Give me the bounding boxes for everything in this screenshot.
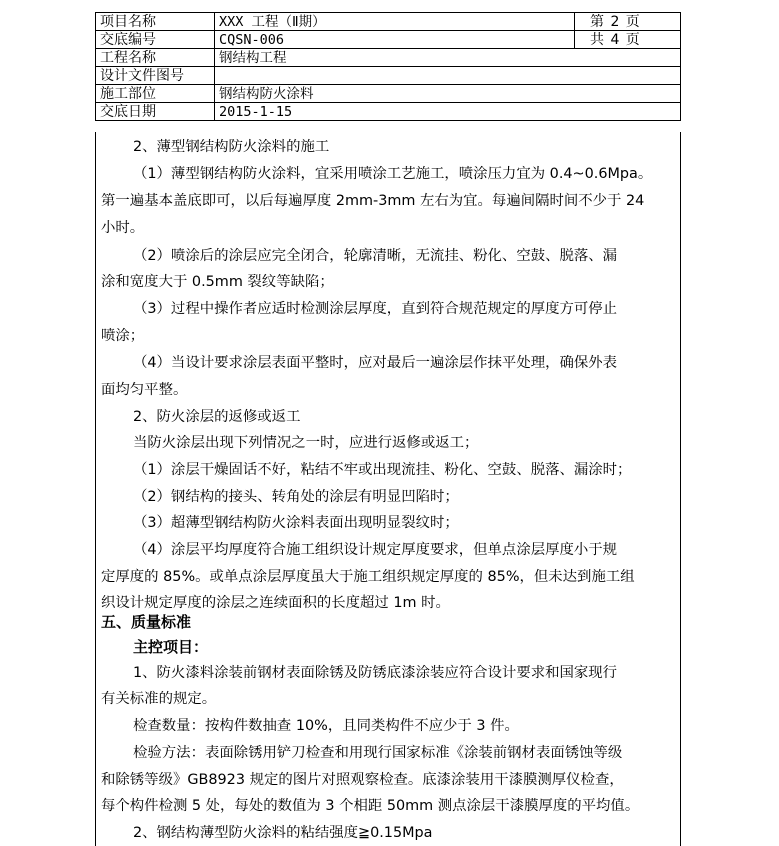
paragraph-line: 检验方法：表面除锈用铲刀检查和用现行国家标准《涂装前钢材表面锈蚀等级	[133, 745, 623, 761]
paragraph-line: （1）涂层干燥固话不好，粘结不牢或出现流挂、粉化、空鼓、脱落、漏涂时；	[133, 462, 632, 478]
header-label: 交底日期	[96, 103, 215, 121]
header-table	[95, 12, 681, 121]
header-label: 工程名称	[96, 49, 215, 67]
paragraph-line: 小时。	[101, 220, 145, 236]
paragraph-line: 检查数量：按构件数抽查 10%，且同类构件不应少于 3 件。	[133, 718, 519, 734]
paragraph-line: （4）当设计要求涂层表面平整时，应对最后一遍涂层作抹平处理，确保外表	[133, 355, 618, 371]
paragraph-line: 1、防火漆料涂装前钢材表面除锈及防锈底漆涂装应符合设计要求和国家现行	[133, 665, 618, 681]
header-row	[96, 67, 681, 85]
section-heading: 2、防火涂层的返修或返工	[133, 409, 301, 425]
header-value: 2015-1-15	[215, 103, 681, 121]
paragraph-line: 2、钢结构薄型防火涂料的粘结强度≧0.15Mpa	[133, 825, 433, 841]
paragraph-line: 第一遍基本盖底即可，以后每遍厚度 2mm-3mm 左右为宜。每遍间隔时间不少于 24	[101, 193, 645, 209]
paragraph-line: （3）过程中操作者应适时检测涂层厚度，直到符合规范规定的厚度方可停止	[133, 301, 618, 317]
paragraph-line: （3）超薄型钢结构防火涂料表面出现明显裂纹时；	[133, 515, 459, 531]
page-total: 共 4 页	[575, 31, 681, 49]
header-row	[96, 31, 681, 49]
paragraph-line: 和除锈等级》GB8923 规定的图片对照观察检查。底漆涂装用干漆膜测厚仪检查，	[101, 772, 624, 788]
header-value: 钢结构防火涂料	[215, 85, 681, 103]
header-row	[96, 103, 681, 121]
header-label: 设计文件图号	[96, 67, 215, 85]
paragraph-line: 涂和宽度大于 0.5mm 裂纹等缺陷；	[101, 274, 334, 290]
paragraph-line: 面均匀平整。	[101, 382, 188, 398]
header-row	[96, 85, 681, 103]
header-label: 交底编号	[96, 31, 215, 49]
paragraph-line: （2）钢结构的接头、转角处的涂层有明显凹陷时；	[133, 489, 459, 505]
header-value	[215, 67, 681, 85]
section-title-quality: 五、质量标准	[101, 613, 192, 631]
section-heading: 2、薄型钢结构防火涂料的施工	[133, 139, 330, 155]
page-number: 第 2 页	[575, 13, 681, 31]
header-value: 钢结构工程	[215, 49, 681, 67]
header-value: XXX 工程（Ⅱ期）	[215, 13, 575, 31]
header-row	[96, 49, 681, 67]
header-row	[96, 13, 681, 31]
paragraph-line: （2）喷涂后的涂层应完全闭合，轮廓清晰，无流挂、粉化、空鼓、脱落、漏	[133, 248, 618, 264]
paragraph-line: 织设计规定厚度的涂层之连续面积的长度超过 1m 时。	[101, 595, 450, 611]
paragraph-line: 喷涂；	[101, 328, 145, 344]
paragraph-line: （4）涂层平均厚度符合施工组织设计规定厚度要求，但单点涂层厚度小于规	[133, 542, 618, 558]
paragraph-line: 有关标准的规定。	[101, 691, 217, 707]
header-label: 施工部位	[96, 85, 215, 103]
paragraph-line: 每个构件检测 5 处，每处的数值为 3 个相距 50mm 测点涂层干漆膜厚度的平均值。	[101, 798, 640, 814]
paragraph-line: 当防火涂层出现下列情况之一时，应进行返修或返工；	[133, 435, 479, 451]
paragraph-line: 定厚度的 85%。或单点涂层厚度虽大于施工组织规定厚度的 85%，但未达到施工组	[101, 569, 635, 585]
paragraph-line: （1）薄型钢结构防火涂料，宜采用喷涂工艺施工，喷涂压力宜为 0.4~0.6Mpa。	[133, 166, 653, 182]
header-value: CQSN-006	[215, 31, 575, 49]
subsection-title: 主控项目：	[133, 638, 209, 656]
header-label: 项目名称	[96, 13, 215, 31]
